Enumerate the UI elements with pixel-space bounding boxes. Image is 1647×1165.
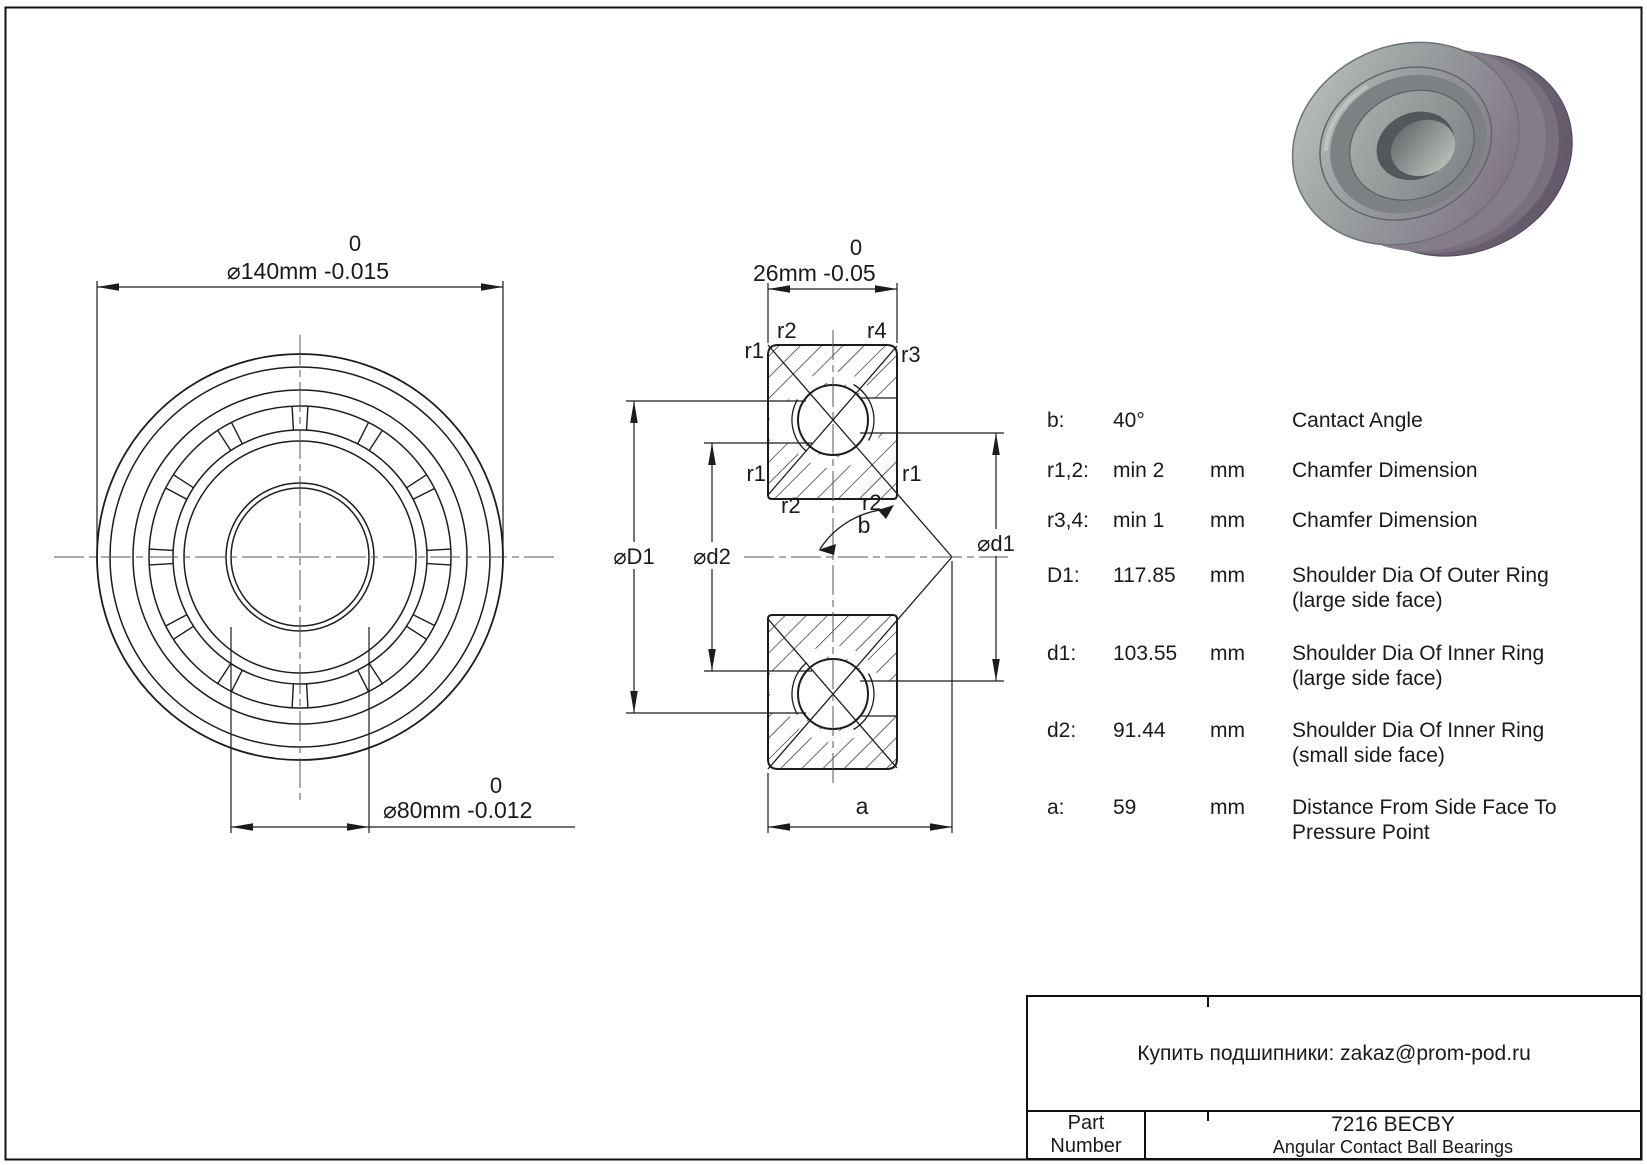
param-desc: Chamfer Dimension <box>1292 459 1478 482</box>
param-value: 117.85 <box>1113 564 1176 587</box>
title-block-part-row <box>1028 1110 1640 1158</box>
spec-table <box>1047 0 1637 900</box>
dim-d1-label: ⌀d1 <box>977 531 1015 556</box>
front-view-centerlines <box>54 335 556 800</box>
section-view <box>744 330 1008 788</box>
chamfer-r3-topright-label: r3 <box>901 342 921 367</box>
param-label: r1,2: <box>1047 459 1090 482</box>
chamfer-r1-midright-label: r1 <box>902 461 922 486</box>
param-label: D1: <box>1047 564 1080 587</box>
param-desc: Cantact Angle <box>1292 409 1423 432</box>
param-label: a: <box>1047 796 1065 819</box>
param-value: 59 <box>1113 796 1137 819</box>
chamfer-r4-top-label: r4 <box>867 318 887 343</box>
dim-a-label: a <box>855 793 869 819</box>
contact-angle-b-label: b <box>857 512 871 538</box>
part-number: 7216 BECBY <box>1331 1112 1455 1136</box>
od-dimension-label: ⌀140mm -0.015 <box>226 258 390 284</box>
param-unit: mm <box>1210 796 1245 819</box>
chamfer-r1-topleft-label: r1 <box>744 338 764 363</box>
label-backings <box>604 529 1024 569</box>
part-label-line2: Number <box>1050 1135 1122 1157</box>
param-unit: mm <box>1210 564 1245 587</box>
chamfer-r2-boreright-label: r2 <box>862 490 882 515</box>
param-value: min 2 <box>1113 459 1165 482</box>
part-type: Angular Contact Ball Bearings <box>1272 1136 1514 1157</box>
param-value: min 1 <box>1113 509 1165 532</box>
param-desc: Shoulder Dia Of Inner Ring (large side face) <box>1292 642 1545 690</box>
chamfer-r2-boreleft-label: r2 <box>781 493 801 518</box>
chamfer-r1-midleft-label: r1 <box>746 461 766 486</box>
width-tolerance-label: 0 <box>849 235 863 260</box>
contact-angle-arc <box>820 509 891 549</box>
title-block-tick <box>1207 1112 1209 1121</box>
param-desc: Shoulder Dia Of Outer Ring (large side face) <box>1292 564 1549 612</box>
param-value: 103.55 <box>1113 642 1178 665</box>
param-unit: mm <box>1210 509 1245 532</box>
front-view <box>54 335 556 800</box>
od-tolerance-label: 0 <box>348 231 362 256</box>
dim-d2-label: ⌀d2 <box>693 544 731 569</box>
param-unit: mm <box>1210 642 1245 665</box>
width-dimension-label: 26mm -0.05 <box>753 260 876 286</box>
param-desc: Shoulder Dia Of Inner Ring (small side face) <box>1292 719 1545 767</box>
chamfer-r2-top-label: r2 <box>777 318 797 343</box>
title-block-supplier-row <box>1028 997 1640 1110</box>
param-value: 40° <box>1113 409 1145 432</box>
part-number-cell <box>1146 1112 1640 1158</box>
param-value: 91.44 <box>1113 719 1166 742</box>
param-label: d2: <box>1047 719 1077 742</box>
part-label-line1: Part <box>1067 1112 1105 1134</box>
contact-angle-arrows <box>818 505 894 555</box>
title-block-tick <box>1207 997 1209 1007</box>
param-desc: Chamfer Dimension <box>1292 509 1478 532</box>
param-label: b: <box>1047 409 1065 432</box>
param-unit: mm <box>1210 459 1245 482</box>
param-desc: Distance From Side Face To Pressure Point <box>1292 796 1557 844</box>
param-label: d1: <box>1047 642 1077 665</box>
param-unit: mm <box>1210 719 1245 742</box>
part-number-label-cell <box>1028 1112 1146 1158</box>
bore-dimension-label: ⌀80mm -0.012 <box>383 797 533 823</box>
supplier-note: Купить подшипники: zakaz@prom-pod.ru <box>1137 1041 1531 1065</box>
param-label: r3,4: <box>1047 509 1090 532</box>
title-block <box>1026 995 1642 1160</box>
dim-D1-label: ⌀D1 <box>613 544 655 569</box>
bore-tolerance-label: 0 <box>489 773 503 798</box>
